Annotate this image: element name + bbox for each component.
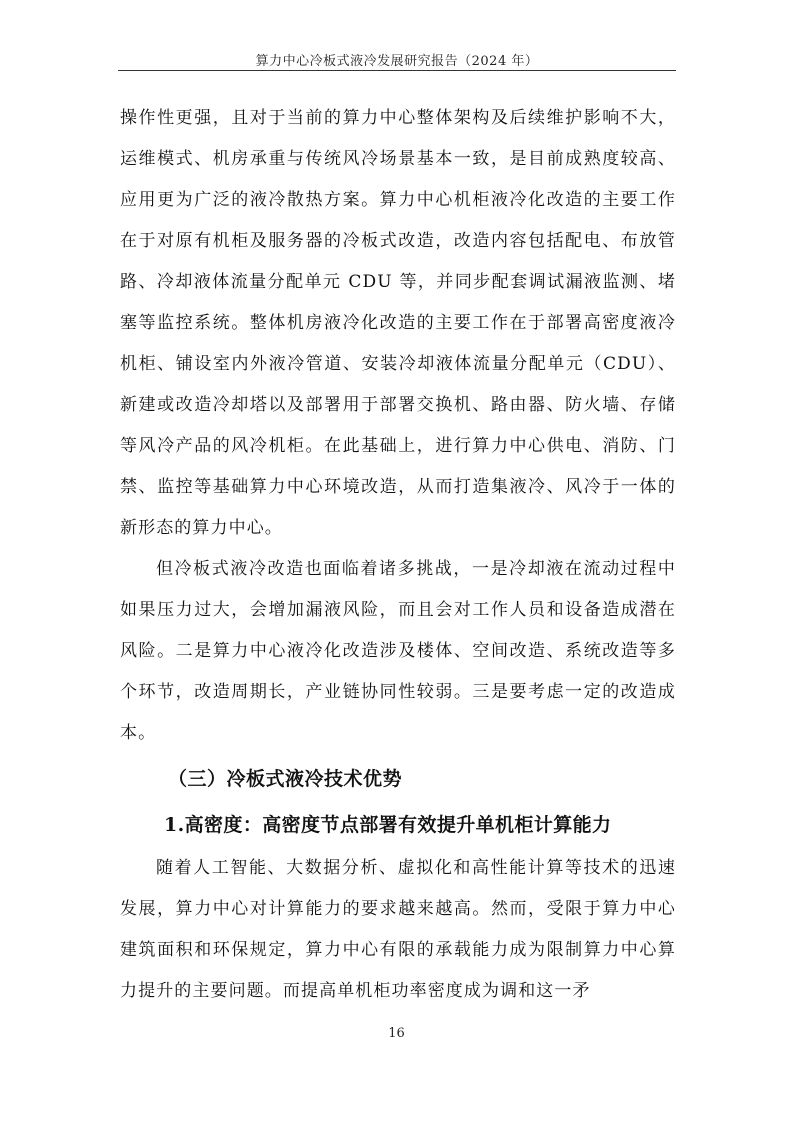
body-paragraph: 但冷板式液冷改造也面临着诸多挑战，一是冷却液在流动过程中如果压力过大，会增加漏液风险，而且会对工作人员和设备造成潜在风险。二是算力中心液冷化改造涉及楼体、空间改造、系统改造等多个环节，改造周期长，产业链协同性较弱。三是要考虑一定的改造成本。 [120, 559, 676, 743]
body-paragraph: 随着人工智能、大数据分析、虚拟化和高性能计算等技术的迅速发展，算力中心对计算能力的要求越来越高。然而，受限于算力中心建筑面积和环保规定，算力中心有限的承载能力成为限制算力中心算力提升的主要问题。而提高单机柜功率密度成为调和这一矛 [120, 858, 676, 1001]
subsection-heading: 1.高密度：高密度节点部署有效提升单机柜计算能力 [164, 814, 612, 836]
running-header: 算力中心冷板式液冷发展研究报告（2024 年） [255, 54, 539, 69]
main-content [120, 98, 676, 1012]
body-paragraph: 操作性更强，且对于当前的算力中心整体架构及后续维护影响不大，运维模式、机房承重与传统风冷场景基本一致，是目前成熟度较高、应用更为广泛的液冷散热方案。算力中心机柜液冷化改造的主要工作在于对原有机柜及服务器的冷板式改造，改造内容包括配电、布放管路、冷却液体流量分配单元 CDU 等，并同步配套调试漏液监测、堵塞等监控系统。整体机房液冷化改造的主要工作在于部署高密度液冷机柜、铺设室内外液冷管道、安装冷却液体流量分配单元（CDU）、新建或改造冷却塔以及部署用于部署交换机、路由器、防火墙、存储等风冷产品的风冷机柜。在此基础上，进行算力中心供电、消防、门禁、监控等基础算力中心环境改造，从而打造集液冷、风冷于一体的新形态的算力中心。 [120, 108, 676, 538]
page-number: 16 [388, 1026, 405, 1041]
section-heading: （三）冷板式液冷技术优势 [168, 768, 403, 790]
header-rule [118, 70, 676, 71]
